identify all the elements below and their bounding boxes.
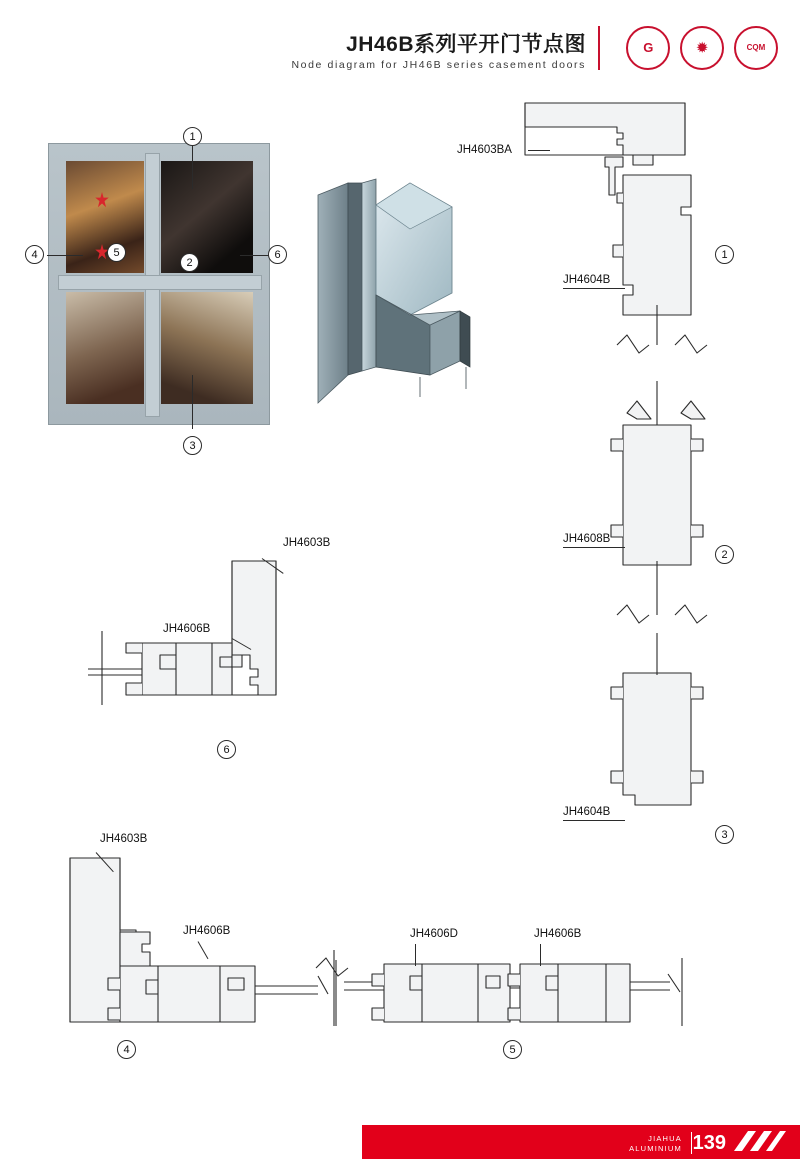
jiahua-logo-mark [730, 1129, 786, 1155]
leader-1 [192, 145, 193, 189]
gb-certification-logo [626, 26, 670, 70]
photo-pane-bottom-right [161, 292, 253, 404]
label-jh4606d: JH4606D [410, 928, 458, 940]
section-mid-left [80, 545, 380, 725]
label-jh4603b-mid: JH4603B [283, 537, 331, 549]
label-jh4606b-mid: JH4606B [163, 623, 211, 635]
iso-logo-text: ✹ [696, 40, 708, 56]
footer-brand-line1: JIAHUA [648, 1134, 682, 1144]
page-subtitle: Node diagram for JH46B series casement doors [291, 59, 586, 71]
callout-4: 4 [25, 245, 44, 264]
callout-3: 3 [183, 436, 202, 455]
section-marker-1: 1 [715, 245, 734, 264]
leader-4 [47, 255, 83, 256]
callout-1: 1 [183, 127, 202, 146]
cqm-certification-logo [734, 26, 778, 70]
photo-mullion-horizontal [58, 275, 262, 290]
footer-page-number: 139 [692, 1132, 726, 1154]
leader-jh4606b-right [540, 944, 541, 966]
3d-profile-render [300, 175, 485, 405]
label-jh4608b: JH4608B [563, 533, 611, 545]
label-jh4606b-bottom: JH4606B [183, 925, 231, 937]
callout-5: 5 [107, 243, 126, 262]
section-right-column [505, 95, 765, 905]
photo-pane-top-right [161, 161, 253, 273]
certification-logos [626, 26, 778, 70]
page-footer [0, 1105, 800, 1167]
callout-6: 6 [268, 245, 287, 264]
page-title: JH46B系列平开门节点图 [346, 33, 586, 56]
section-marker-3: 3 [715, 825, 734, 844]
footer-brand [629, 1134, 682, 1153]
leader-3 [192, 375, 193, 429]
leader-jh4604b-bottom [563, 820, 625, 821]
section-marker-5: 5 [503, 1040, 522, 1059]
page-header [0, 0, 800, 90]
label-jh4604b-top: JH4604B [563, 274, 611, 286]
cqm-logo-text: CQM [746, 42, 766, 52]
photo-pane-bottom-left [66, 292, 144, 404]
label-jh4606b-right: JH4606B [534, 928, 582, 940]
section-marker-6: 6 [217, 740, 236, 759]
iso-certification-logo [680, 26, 724, 70]
leader-jh4604b-top [563, 288, 625, 289]
label-jh4604b-bottom: JH4604B [563, 806, 611, 818]
door-photo [48, 143, 270, 425]
callout-2: 2 [180, 253, 199, 272]
footer-white-block [0, 1125, 362, 1159]
leader-jh4608b [563, 547, 625, 548]
label-jh4603ba: JH4603BA [457, 144, 512, 156]
header-divider [598, 26, 600, 70]
section-bottom-right [310, 930, 690, 1040]
section-marker-4: 4 [117, 1040, 136, 1059]
footer-brand-line2: ALUMINIUM [629, 1143, 682, 1153]
gb-logo-text: G [643, 40, 653, 56]
leader-jh4606d [415, 944, 416, 966]
section-marker-2: 2 [715, 545, 734, 564]
leader-jh4603ba [528, 150, 550, 151]
label-jh4603b-bottom: JH4603B [100, 833, 148, 845]
